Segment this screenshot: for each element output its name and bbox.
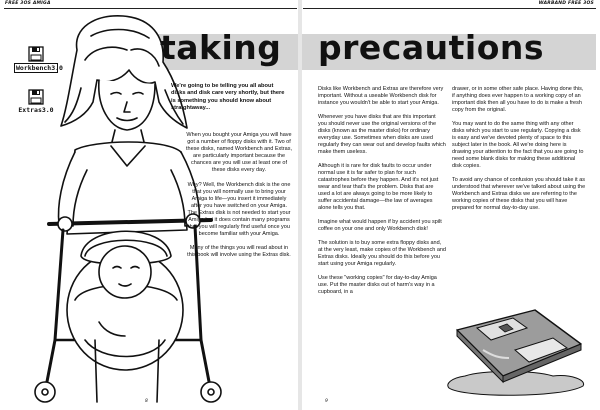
left-column bbox=[186, 132, 292, 267]
right-paragraph: drawer, or in some other safe place. Having done this, if anything does ever happen to a working copy of an important disk then all you have to do is make a fresh copy from the original. bbox=[452, 86, 584, 114]
workbench-disk-label: Workbench3.0 bbox=[16, 64, 63, 72]
middle-paragraph: The solution is to buy some extra floppy disks and, at the very least, make copies of the Workbench and Extras disks. Ideally you should do this before you start using your Amiga regularly. bbox=[318, 239, 446, 267]
extras-disk-label: Extras3.0 bbox=[18, 106, 54, 114]
intro-paragraph: We're going to be telling you all about disks and disk care very shortly, but there is something you should know about straightaway... bbox=[171, 83, 285, 111]
right-paragraph: To avoid any chance of confusion you should take it as understood that wherever we've talked about using the Workbench and Extras disks we are referring to the working copies of these disks that you will have prepared for normal day-to-day use. bbox=[452, 177, 586, 212]
middle-paragraph: Use these "working copies" for day-to-day Amiga use. Put the master disks out of harm's way in a cupboard, in a bbox=[318, 274, 437, 295]
left-paragraph: Many of the things you will read about in this book will involve using the Extras disk. bbox=[187, 245, 291, 259]
spilled-floppy-disk-illustration bbox=[443, 300, 589, 400]
middle-paragraph: Disks like Workbench and Extras are therefore very important. Without a useable Workbench disk for instance you wouldn't be able to start your Amiga. bbox=[318, 86, 444, 107]
floppy-disk-icon bbox=[28, 89, 44, 105]
running-head-left: FREE 3OS AMIGA bbox=[5, 1, 51, 6]
page-number-right: 9 bbox=[325, 399, 328, 404]
title-right: precautions bbox=[318, 28, 544, 67]
header-rule-right bbox=[303, 8, 596, 9]
right-column bbox=[452, 86, 586, 219]
page-number-left: 8 bbox=[145, 399, 148, 404]
left-paragraph: When you bought your Amiga you will have got a number of floppy disks with it. Two of these disks, named Workbench and Extras, are particularly important because the chances are you will use at least one of these disks every day. bbox=[186, 132, 292, 174]
middle-paragraph: Whenever you have disks that are this important you should never use the original versions of the disks (known as the master disks) for ordinary everyday use. Sometimes when disks are used regularly they can wear out and develop faults which make them useless. bbox=[318, 113, 446, 156]
middle-paragraph: Although it is rare for disk faults to occur under normal use it is far safer to plan for such catastrophes before they happen. And it's not just wear and tear that's the problem. Disks that are used a lot are always going to be more likely to suffer accidental damage—the law of averages alone tells you that. bbox=[318, 162, 439, 212]
title-left: taking bbox=[160, 28, 282, 67]
middle-paragraph: Imagine what would happen if by accident you spilt coffee on your one and only Workbench disk! bbox=[318, 219, 442, 233]
extras-disk-icon bbox=[14, 89, 58, 114]
right-paragraph: You may want to do the same thing with any other disks which you start to use regularly. Copying a disk is easy and we've devoted plenty of space to this subject later in the book. All we're doing here is drawing your attention to the fact that you are going to need some blank disks for making these additional disk copies. bbox=[452, 120, 584, 170]
running-head-right: WARBAND FREE 3OS bbox=[538, 1, 594, 6]
middle-column bbox=[318, 86, 446, 302]
workbench-disk-icon bbox=[14, 46, 63, 73]
left-paragraph: Why? Well, the Workbench disk is the one that you will normally use to bring your Amiga to life—you insert it immediately after you have switched on your Amiga. The Extras disk is not needed to start your Amiga but it does contain many programs that you will regularly find useful once you become familiar with your Amiga. bbox=[187, 181, 291, 238]
header-rule-left bbox=[4, 8, 297, 9]
floppy-disk-icon bbox=[28, 46, 44, 62]
